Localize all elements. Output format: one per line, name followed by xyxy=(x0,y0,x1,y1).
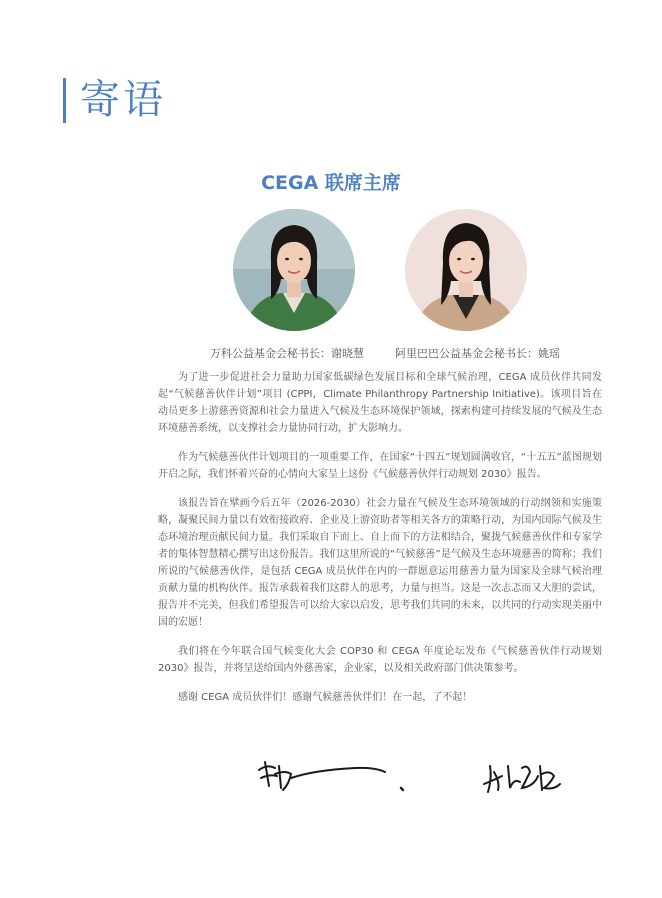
portrait-xie-xiaohui xyxy=(233,209,355,331)
portrait-yao-yao xyxy=(405,209,527,331)
paragraph-2: 作为气候慈善伙伴计划项目的一项重要工作，在国家“十四五”规划圆满收官，“十五五”蓝图规划开启之际，我们怀着兴奋的心情向大家呈上这份《气候慈善伙伴行动规划 2030》报告。 xyxy=(158,452,602,480)
signature-yao-yao xyxy=(480,758,570,802)
caption-yao-yao: 阿里巴巴公益基金会秘书长：姚瑶 xyxy=(395,347,560,360)
letter-body xyxy=(158,369,602,718)
paragraph-4: 我们将在今年联合国气候变化大会 COP30 和 CEGA 年度论坛发布《气候慈善伙伴行动规划 2030》报告，并将呈送给国内外慈善家，企业家，以及相关政府部门供决策参考。 xyxy=(158,646,602,674)
paragraph-5: 感谢 CEGA 成员伙伴们！感谢气候慈善伙伴们！在一起，了不起！ xyxy=(178,692,473,703)
paragraph-1: 为了进一步促进社会力量助力国家低碳绿色发展目标和全球气候治理，CEGA 成员伙伴共同发起“气候慈善伙伴计划”项目 (CPPI，Climate Philanthropy Partnership Initiative)。该项目旨在动员更多上游慈善资源和社会力量进入气候及生态环境保护领域，探索构建可持续发展的气候及生态环境慈善系统，以支撑社会力量协同行动，扩大影响力。 xyxy=(158,372,602,434)
page-title: 寄语 xyxy=(80,77,166,123)
signature-xie-xiaohui xyxy=(255,756,415,800)
section-heading xyxy=(63,78,166,123)
caption-xie-xiaohui: 万科公益基金会秘书长：谢晓慧 xyxy=(210,347,364,360)
paragraph-3: 该报告旨在擘画今后五年（2026-2030）社会力量在气候及生态环境领域的行动纲领和实施策略，凝聚民间力量以有效衔接政府、企业及上游资助者等相关各方的策略行动，为国内国际气候及生态环境治理贡献民间力量。我们采取自下而上、自上而下的方法相结合，聚拢气候慈善伙伴和专家学者的集体智慧精心撰写出这份报告。我们这里所说的“气候慈善”是气候及生态环境慈善的简称；我们所说的气候慈善伙伴，是包括 CEGA 成员伙伴在内的一群愿意运用慈善力量为国家及全球气候治理贡献力量的机构伙伴。报告承载着我们这群人的思考，力量与担当。这是一次忐忑而又大胆的尝试，报告并不完美，但我们希望报告可以给大家以启发，思考我们共同的未来，以共同的行动实现美丽中国的宏愿！ xyxy=(158,498,602,628)
heading-accent-bar xyxy=(63,78,66,123)
role-title: CEGA 联席主席 xyxy=(261,172,401,194)
